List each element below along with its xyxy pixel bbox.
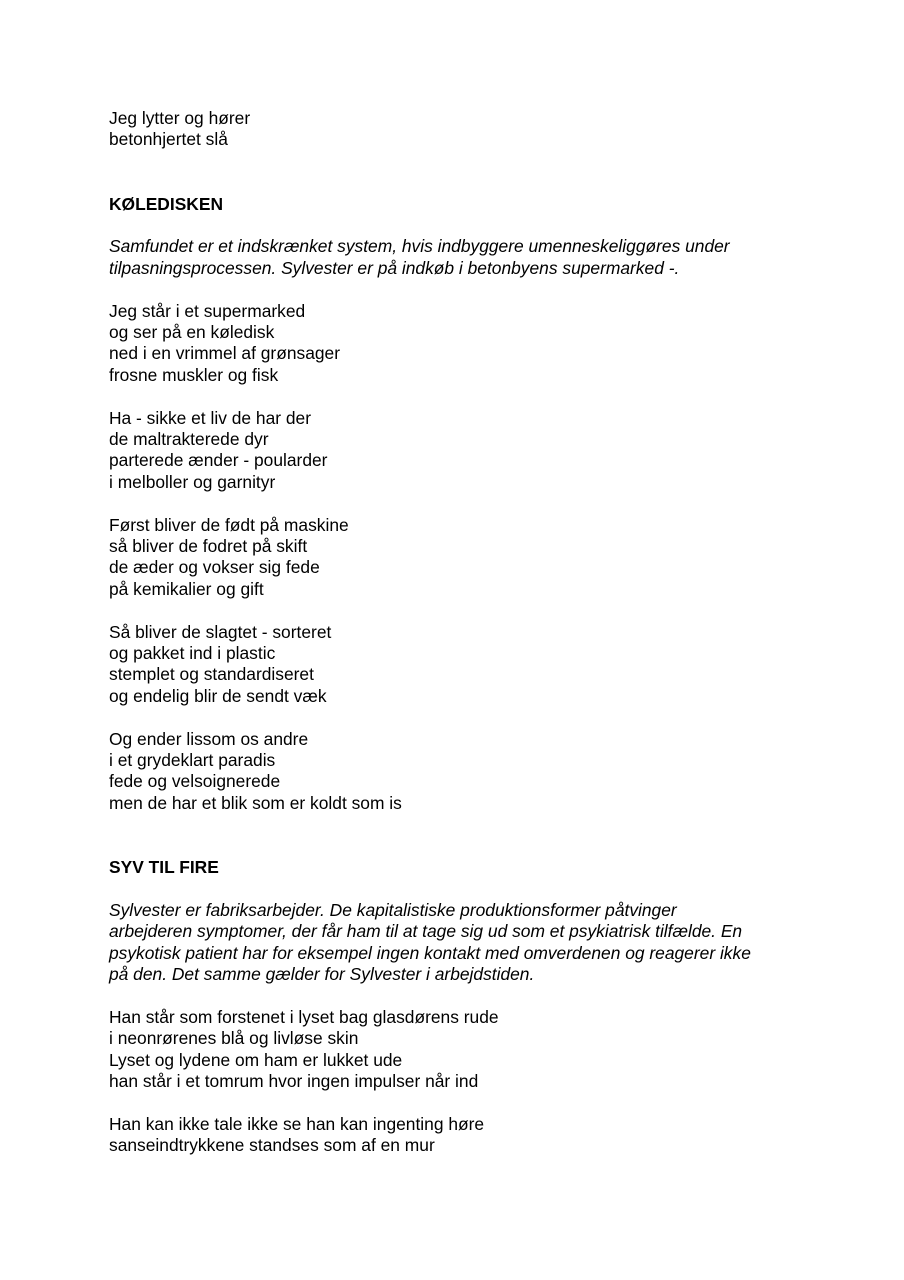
verse-line: og ser på en køledisk	[109, 322, 275, 343]
verse-line: Jeg står i et supermarked	[109, 300, 306, 321]
stanza	[109, 408, 809, 494]
verse-line: han står i et tomrum hvor ingen impulser når ind	[109, 1071, 479, 1092]
section-heading: SYV TIL FIRE	[109, 857, 219, 878]
intro-line: på den. Det samme gælder for Sylvester i arbejdstiden.	[109, 964, 535, 985]
verse-line: Og ender lissom os andre	[109, 728, 309, 749]
verse-line: sanseindtrykkene standses som af en mur	[109, 1135, 435, 1156]
stanza	[109, 515, 809, 601]
verse-line: Han kan ikke tale ikke se han kan ingenting høre	[109, 1113, 485, 1134]
verse-line: i melboller og garnityr	[109, 471, 276, 492]
verse-line: de æder og vokser sig fede	[109, 557, 320, 578]
verse-line: Han står som forstenet i lyset bag glasdørens rude	[109, 1006, 499, 1027]
verse-line: Så bliver de slagtet - sorteret	[109, 621, 332, 642]
verse-line: Først bliver de født på maskine	[109, 514, 349, 535]
verse-line: parterede ænder - poularder	[109, 450, 328, 471]
verse-line: og endelig blir de sendt væk	[109, 685, 327, 706]
stanza	[109, 1114, 809, 1157]
section-koeledisken	[109, 194, 809, 815]
verse-line: Jeg lytter og hører	[109, 108, 251, 128]
document-page	[109, 108, 809, 1157]
section-syv-til-fire	[109, 857, 809, 1157]
section-heading: KØLEDISKEN	[109, 193, 224, 214]
verse-line: men de har et blik som er koldt som is	[109, 792, 402, 813]
verse-line: i et grydeklart paradis	[109, 750, 276, 771]
intro-line: Sylvester er fabriksarbejder. De kapitalistiske produktionsformer påtvinger	[109, 899, 677, 920]
verse-line: og pakket ind i plastic	[109, 643, 276, 664]
verse-line: de maltrakterede dyr	[109, 429, 269, 450]
verse-line: fede og velsoignerede	[109, 771, 281, 792]
stanza	[109, 1007, 809, 1093]
stanza	[109, 301, 809, 387]
opening-stanza	[109, 108, 809, 151]
intro-line: psykotisk patient har for eksempel ingen kontakt med omverdenen og reagerer ikke	[109, 942, 751, 963]
verse-line: frosne muskler og fisk	[109, 364, 279, 385]
intro-line: Samfundet er et indskrænket system, hvis indbyggere umenneskeliggøres under	[109, 236, 730, 257]
verse-line: Lyset og lydene om ham er lukket ude	[109, 1049, 403, 1070]
verse-line: så bliver de fodret på skift	[109, 536, 308, 557]
intro-line: arbejderen symptomer, der får ham til at tage sig ud som et psykiatrisk tilfælde. En	[109, 921, 743, 942]
verse-line: på kemikalier og gift	[109, 578, 264, 599]
verse-line: Ha - sikke et liv de har der	[109, 407, 312, 428]
verse-line: ned i en vrimmel af grønsager	[109, 343, 341, 364]
verse-line: i neonrørenes blå og livløse skin	[109, 1028, 359, 1049]
stanza	[109, 622, 809, 708]
stanza	[109, 729, 809, 815]
section-intro	[109, 236, 809, 279]
section-intro	[109, 900, 809, 986]
intro-line: tilpasningsprocessen. Sylvester er på indkøb i betonbyens supermarked -.	[109, 257, 680, 278]
verse-line: betonhjertet slå	[109, 129, 228, 150]
verse-line: stemplet og standardiseret	[109, 664, 314, 685]
